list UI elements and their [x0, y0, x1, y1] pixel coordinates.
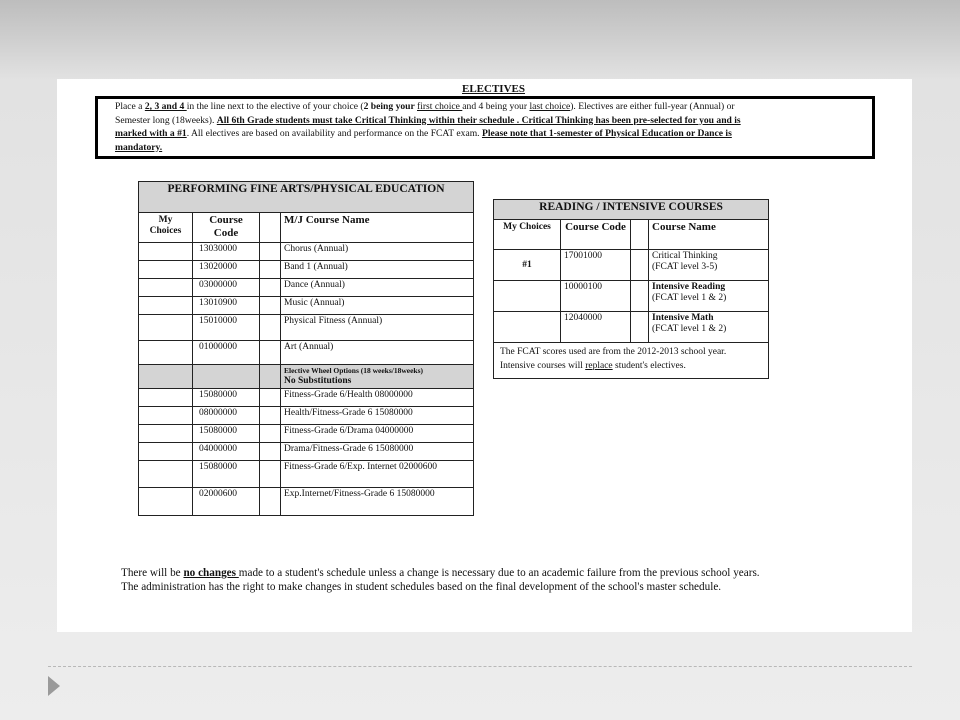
slide-divider	[48, 666, 912, 667]
course-name: Band 1 (Annual)	[281, 261, 474, 279]
fine-arts-table-title: PERFORMING FINE ARTS/PHYSICAL EDUCATION	[139, 182, 474, 213]
footer-line-2: The administration has the right to make changes in student schedules based on the final development of the school's master schedule.	[121, 581, 722, 593]
fine-arts-row	[139, 279, 474, 297]
course-code: 15080000	[193, 461, 260, 488]
instruction-segment: ). Electives are either full-year (Annual) or	[570, 101, 735, 112]
col-my-choices: My Choices	[139, 213, 193, 243]
course-name: Health/Fitness-Grade 6 15080000	[281, 407, 474, 425]
fine-arts-row	[139, 297, 474, 315]
course-name: Drama/Fitness-Grade 6 15080000	[281, 443, 474, 461]
course-name-text: Intensive Reading	[652, 282, 726, 292]
elective-wheel-rows	[139, 389, 474, 516]
wheel-row	[139, 389, 474, 407]
my-choice-blank[interactable]	[139, 341, 193, 365]
reading-row	[494, 281, 769, 312]
instruction-segment: Please note that 1-semester of Physical Education or Dance is	[481, 128, 732, 139]
course-code: 12040000	[561, 312, 631, 343]
course-name: Fitness-Grade 6/Health 08000000	[281, 389, 474, 407]
course-code: 13030000	[193, 243, 260, 261]
course-level-text: (FCAT level 1 & 2)	[652, 324, 727, 334]
elective-wheel-subtitle: No Substitutions	[284, 376, 352, 386]
elective-wheel-header	[281, 365, 474, 389]
course-code: 15080000	[193, 425, 260, 443]
my-choice-blank[interactable]	[139, 243, 193, 261]
fine-arts-table	[138, 181, 474, 516]
document-page	[57, 79, 912, 632]
instruction-segment: and 4 being your	[462, 101, 530, 112]
wheel-row	[139, 425, 474, 443]
course-code: 08000000	[193, 407, 260, 425]
instructions-line-3	[115, 127, 869, 141]
instruction-segment: Place a	[115, 101, 145, 112]
instructions-box	[95, 96, 875, 159]
course-name-text: Intensive Math	[652, 313, 714, 323]
my-choice-blank[interactable]	[139, 279, 193, 297]
instruction-segment: mandatory.	[115, 141, 163, 153]
instruction-segment: in the line next to the elective of your choice (	[186, 101, 364, 112]
course-level-text: (FCAT level 3-5)	[652, 262, 718, 272]
course-code: 15010000	[193, 315, 260, 341]
bullet-arrow-icon	[48, 676, 60, 696]
my-choice-blank[interactable]	[494, 312, 561, 343]
reading-table	[493, 199, 769, 379]
instruction-segment: All 6th Grade students must take Critical Thinking within their schedule . Critical Thinking has been pre-selected for you and is	[216, 114, 741, 126]
course-name: Exp.Internet/Fitness-Grade 6 15080000	[281, 488, 474, 516]
course-name-text: Critical Thinking	[652, 251, 718, 261]
reading-col-course-name: Course Name	[649, 220, 769, 250]
course-code: 13020000	[193, 261, 260, 279]
instructions-line-1	[115, 100, 869, 114]
instruction-segment: first choice	[417, 101, 463, 112]
course-name	[649, 281, 769, 312]
course-code: 17001000	[561, 250, 631, 281]
reading-col-course-code: Course Code	[561, 220, 631, 250]
course-code: 13010900	[193, 297, 260, 315]
wheel-row	[139, 443, 474, 461]
reading-rows	[494, 250, 769, 343]
electives-title: ELECTIVES	[462, 83, 525, 95]
reading-row	[494, 312, 769, 343]
my-choice-blank[interactable]	[139, 461, 193, 488]
instructions-line-4	[115, 141, 869, 155]
course-level-text: (FCAT level 1 & 2)	[652, 293, 727, 303]
instruction-segment: marked with a #1	[115, 128, 187, 139]
wheel-row	[139, 407, 474, 425]
reading-row	[494, 250, 769, 281]
instruction-segment: last choice	[529, 101, 571, 112]
course-code: 10000100	[561, 281, 631, 312]
course-name	[649, 312, 769, 343]
my-choice-blank[interactable]	[139, 407, 193, 425]
course-name	[649, 250, 769, 281]
course-name: Physical Fitness (Annual)	[281, 315, 474, 341]
reading-col-my-choices: My Choices	[494, 220, 561, 250]
col-course-name: M/J Course Name	[281, 213, 474, 243]
instruction-segment: 2, 3 and 4	[144, 101, 187, 112]
col-course-code: Course Code	[193, 213, 260, 243]
my-choice-blank[interactable]: #1	[494, 250, 561, 281]
elective-wheel-title: Elective Wheel Options (18 weeks/18weeks)	[284, 366, 424, 375]
course-name: Chorus (Annual)	[281, 243, 474, 261]
my-choice-blank[interactable]	[139, 315, 193, 341]
wheel-row	[139, 461, 474, 488]
fine-arts-row	[139, 243, 474, 261]
fine-arts-row	[139, 261, 474, 279]
course-name: Dance (Annual)	[281, 279, 474, 297]
fine-arts-row	[139, 341, 474, 365]
reading-table-title: READING / INTENSIVE COURSES	[494, 200, 769, 220]
instruction-segment: 2 being your	[363, 101, 417, 112]
course-name: Music (Annual)	[281, 297, 474, 315]
course-code: 03000000	[193, 279, 260, 297]
course-code: 15080000	[193, 389, 260, 407]
my-choice-blank[interactable]	[139, 425, 193, 443]
course-code: 02000600	[193, 488, 260, 516]
course-name: Fitness-Grade 6/Exp. Internet 02000600	[281, 461, 474, 488]
my-choice-blank[interactable]	[139, 488, 193, 516]
instructions-line-2	[115, 114, 869, 128]
my-choice-blank[interactable]	[139, 297, 193, 315]
course-name: Art (Annual)	[281, 341, 474, 365]
course-code: 01000000	[193, 341, 260, 365]
fine-arts-row	[139, 315, 474, 341]
wheel-row	[139, 488, 474, 516]
my-choice-blank[interactable]	[139, 443, 193, 461]
footer-note	[121, 566, 760, 594]
footer-line-1: There will be no changes made to a student's schedule unless a change is necessary due to an academic failure from the previous school years.	[121, 567, 760, 579]
my-choice-blank[interactable]	[139, 261, 193, 279]
course-name: Fitness-Grade 6/Drama 04000000	[281, 425, 474, 443]
fcat-note: The FCAT scores used are from the 2012-2013 school year. Intensive courses will replace student's electives.	[494, 343, 769, 379]
fine-arts-rows	[139, 243, 474, 365]
my-choice-blank[interactable]	[139, 389, 193, 407]
course-code: 04000000	[193, 443, 260, 461]
instruction-segment: Semester long (18weeks).	[115, 114, 217, 126]
instruction-segment: . All electives are based on availability and performance on the FCAT exam.	[186, 128, 482, 139]
my-choice-blank[interactable]	[494, 281, 561, 312]
